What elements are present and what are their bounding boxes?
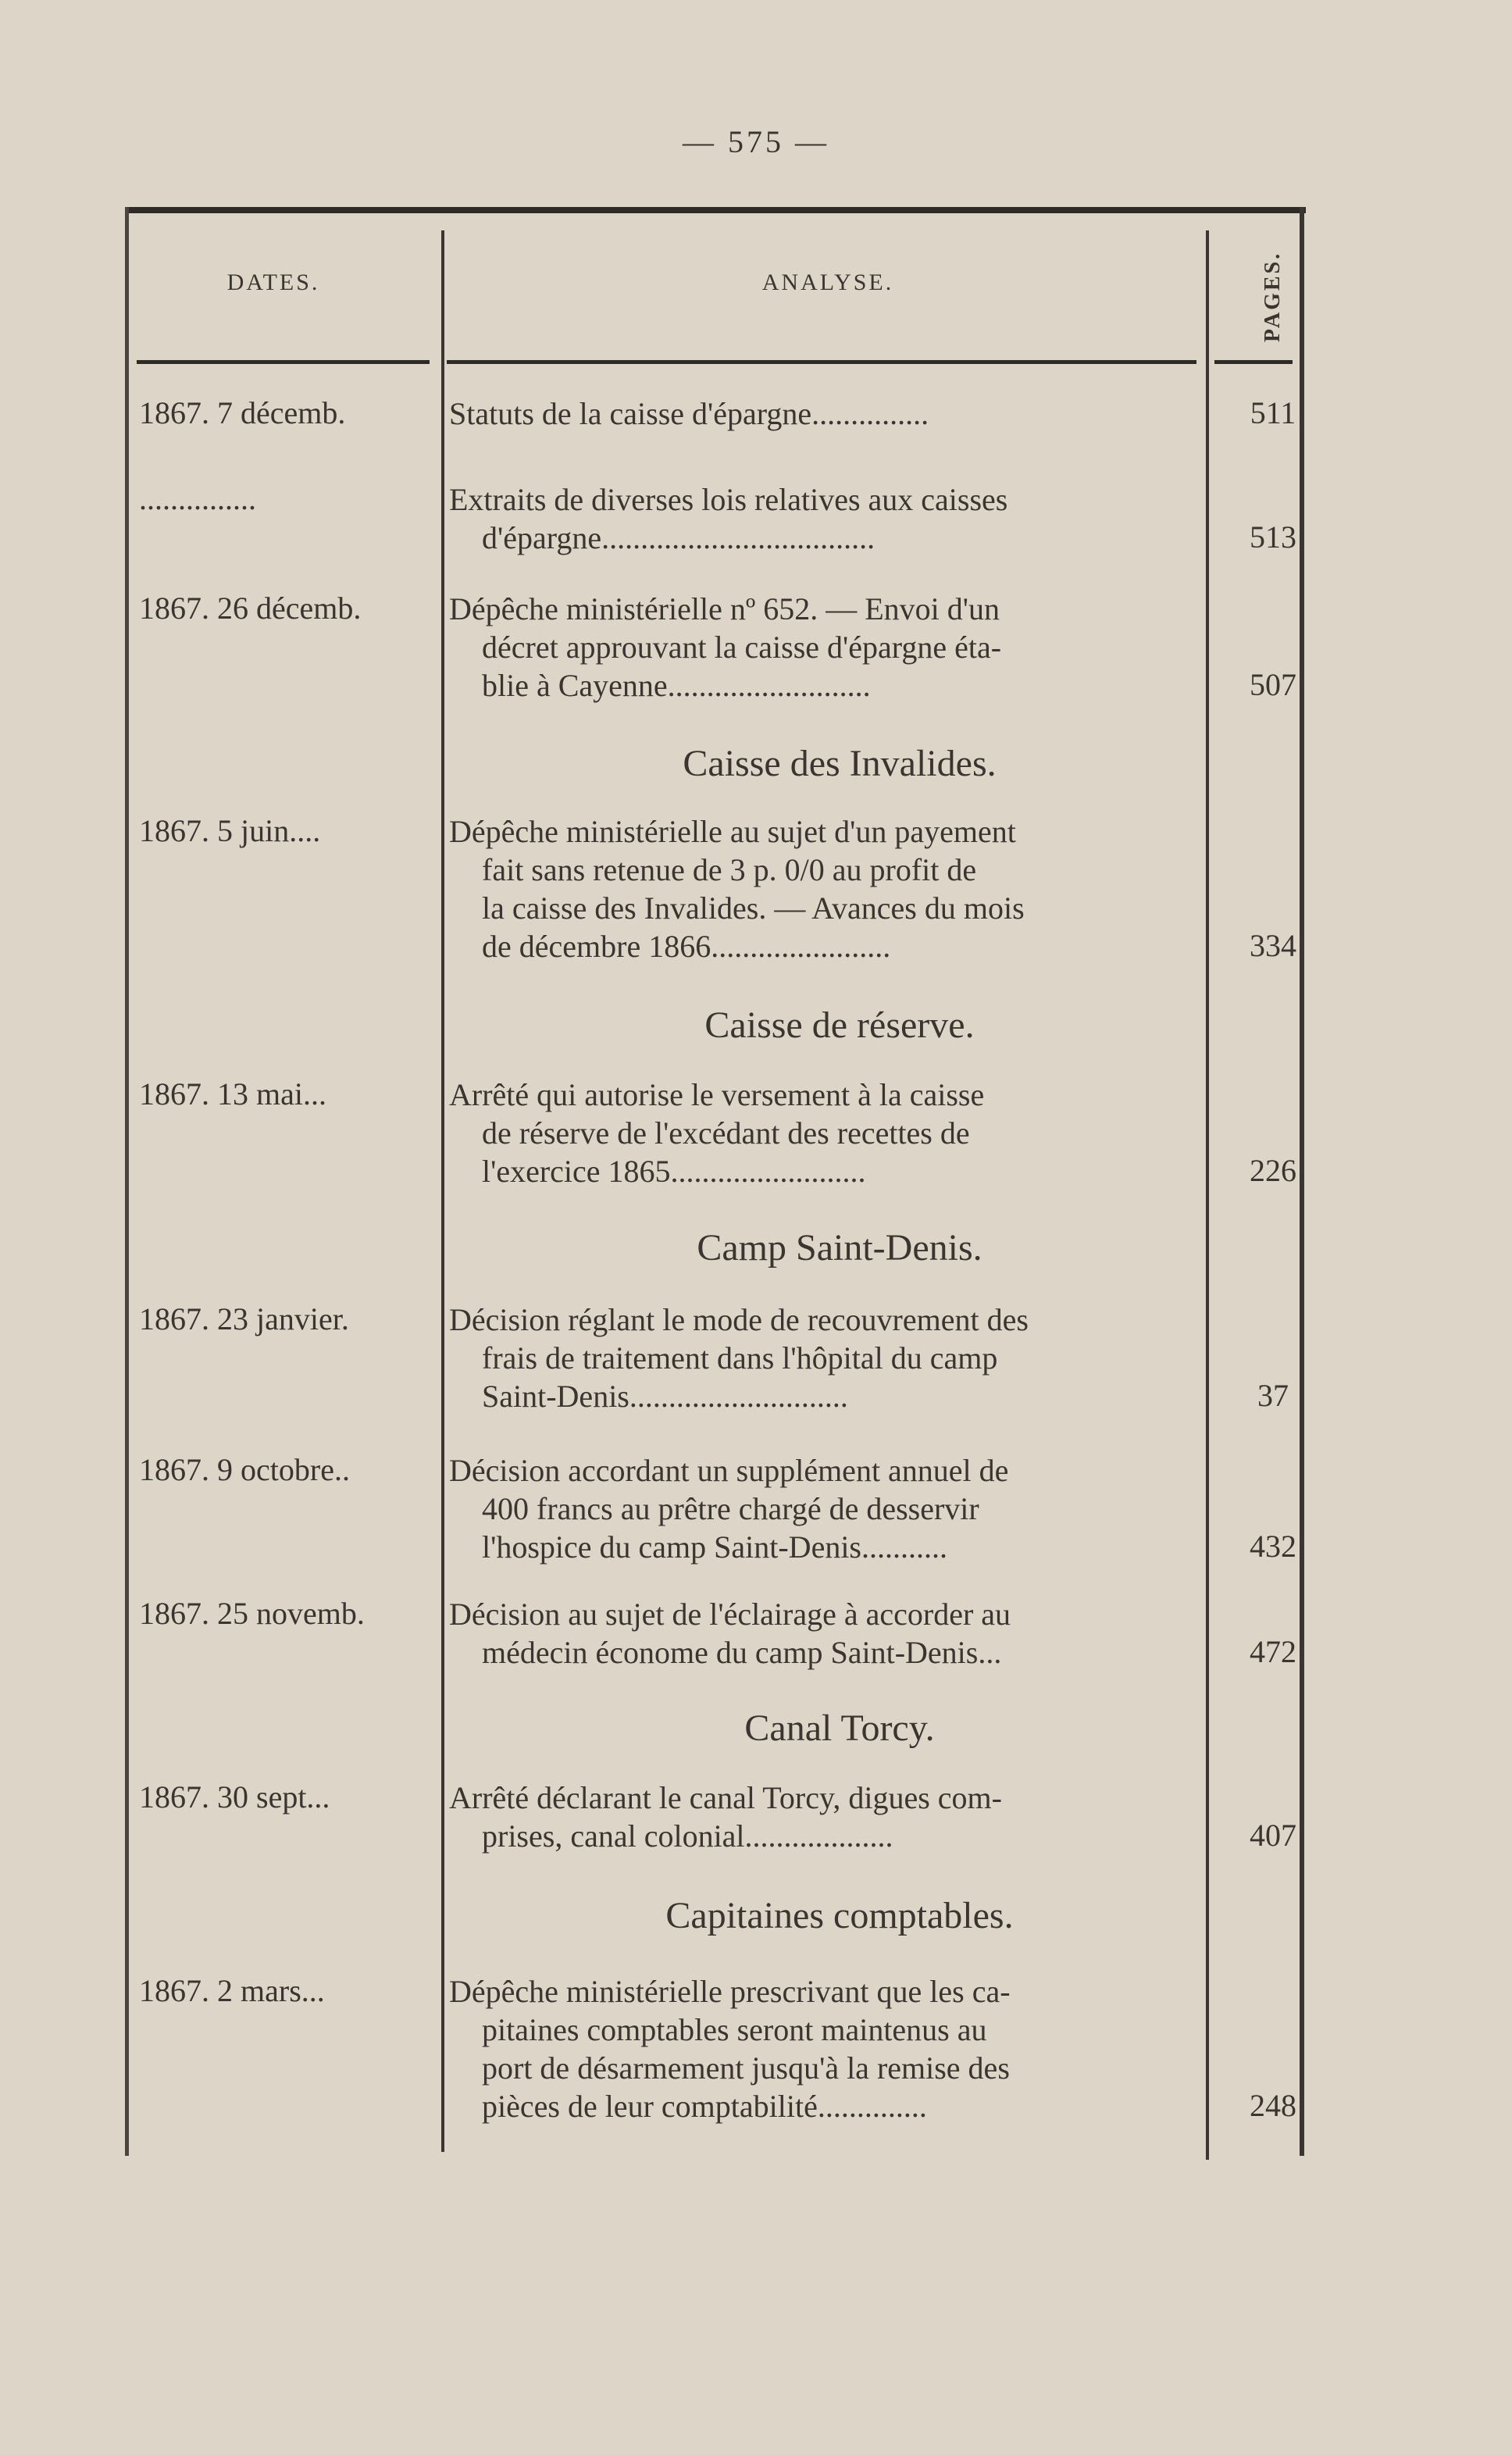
pages-header-label: PAGES.	[1261, 251, 1285, 343]
analysis-line: l'hospice du camp Saint-Denis...........	[482, 1529, 947, 1565]
analysis-line: frais de traitement dans l'hôpital du camp	[482, 1340, 998, 1376]
entry-analysis	[449, 394, 1199, 433]
entry-page: 513	[1250, 519, 1296, 555]
analysis-line: blie à Cayenne..........................	[482, 668, 871, 703]
analysis-line: de réserve de l'excédant des recettes de	[482, 1115, 970, 1151]
entry-analysis	[449, 1779, 1199, 1855]
entry-date: 1867. 5 juin....	[139, 813, 321, 848]
entry-date: 1867. 26 décemb.	[139, 591, 362, 626]
dates-column-rule	[441, 230, 444, 2152]
analysis-column-rule	[1206, 230, 1209, 2160]
entry-page: 511	[1250, 395, 1296, 430]
table-top-rule	[125, 207, 1306, 213]
analysis-line: pièces de leur comptabilité..............	[482, 2089, 927, 2124]
entry-page: 334	[1250, 928, 1296, 963]
entry-analysis	[449, 1451, 1199, 1566]
analysis-line: Dépêche ministérielle prescrivant que les ca-	[449, 1974, 1011, 2009]
analysis-line: fait sans retenue de 3 p. 0/0 au profit de	[482, 852, 977, 887]
section-title: Caisse des Invalides.	[683, 743, 997, 784]
analysis-line: 400 francs au prêtre chargé de desservir	[482, 1491, 979, 1526]
entry-page: 37	[1257, 1378, 1289, 1413]
analysis-line: prises, canal colonial...................	[482, 1818, 893, 1854]
analysis-line: la caisse des Invalides. — Avances du mois	[482, 890, 1025, 926]
analysis-line: l'exercice 1865.........................	[482, 1154, 866, 1189]
section-title: Capitaines comptables.	[665, 1895, 1014, 1936]
analysis-line: décret approuvant la caisse d'épargne éta-	[482, 630, 1002, 665]
analysis-line: de décembre 1866.......................	[482, 929, 891, 964]
entry-analysis	[449, 1301, 1199, 1415]
analysis-line: Arrêté qui autorise le versement à la caisse	[449, 1077, 985, 1112]
dates-column-header: DATES.	[226, 269, 320, 295]
entry-analysis	[449, 1076, 1199, 1190]
entry-page: 507	[1250, 667, 1296, 702]
analysis-line: Dépêche ministérielle au sujet d'un payement	[449, 814, 1016, 849]
entry-date: 1867. 25 novemb.	[139, 1596, 365, 1631]
entry-date: ...............	[139, 481, 256, 516]
analysis-line: Décision réglant le mode de recouvrement des	[449, 1302, 1029, 1337]
entry-page: 226	[1250, 1153, 1296, 1188]
entry-page: 472	[1250, 1634, 1296, 1669]
analysis-line: d'épargne...................................	[482, 520, 875, 555]
analysis-line: Saint-Denis............................	[482, 1379, 848, 1414]
analysis-line: Statuts de la caisse d'épargne...............	[449, 396, 929, 431]
section-title: Camp Saint-Denis.	[697, 1227, 982, 1269]
entry-date: 1867. 7 décemb.	[139, 395, 346, 430]
entry-page: 248	[1250, 2088, 1296, 2123]
analysis-header-rule	[447, 360, 1196, 364]
pages-column-header	[1250, 238, 1296, 355]
analysis-line: Arrêté déclarant le canal Torcy, digues com-	[449, 1780, 1002, 1815]
analysis-column-header: ANALYSE.	[761, 269, 894, 295]
entry-date: 1867. 13 mai...	[139, 1076, 326, 1112]
entry-analysis	[449, 590, 1199, 705]
pages-header-rule	[1214, 360, 1293, 364]
entry-analysis	[449, 812, 1199, 965]
analysis-line: port de désarmement jusqu'à la remise des	[482, 2050, 1010, 2086]
analysis-line: Décision accordant un supplément annuel de	[449, 1453, 1009, 1488]
entry-date: 1867. 30 sept...	[139, 1779, 330, 1814]
entry-date: 1867. 23 janvier.	[139, 1301, 349, 1336]
section-title: Caisse de réserve.	[704, 1004, 975, 1046]
page-number: — 575 —	[683, 124, 829, 159]
section-title: Canal Torcy.	[744, 1707, 935, 1749]
analysis-line: Décision au sujet de l'éclairage à accorder au	[449, 1597, 1011, 1632]
analysis-line: pitaines comptables seront maintenus au	[482, 2012, 987, 2047]
entry-analysis	[449, 480, 1199, 557]
entry-analysis	[449, 1972, 1199, 2125]
analysis-line: médecin économe du camp Saint-Denis...	[482, 1635, 1002, 1670]
entry-date: 1867. 2 mars...	[139, 1973, 325, 2008]
entry-date: 1867. 9 octobre..	[139, 1452, 350, 1487]
table-left-rule	[125, 207, 129, 2156]
index-table	[125, 207, 1306, 2156]
analysis-line: Dépêche ministérielle nº 652. — Envoi d'un	[449, 591, 1000, 626]
entry-page: 407	[1250, 1818, 1296, 1853]
entry-page: 432	[1250, 1529, 1296, 1564]
analysis-line: Extraits de diverses lois relatives aux caisses	[449, 482, 1008, 517]
dates-header-rule	[137, 360, 430, 364]
entry-analysis	[449, 1595, 1199, 1672]
